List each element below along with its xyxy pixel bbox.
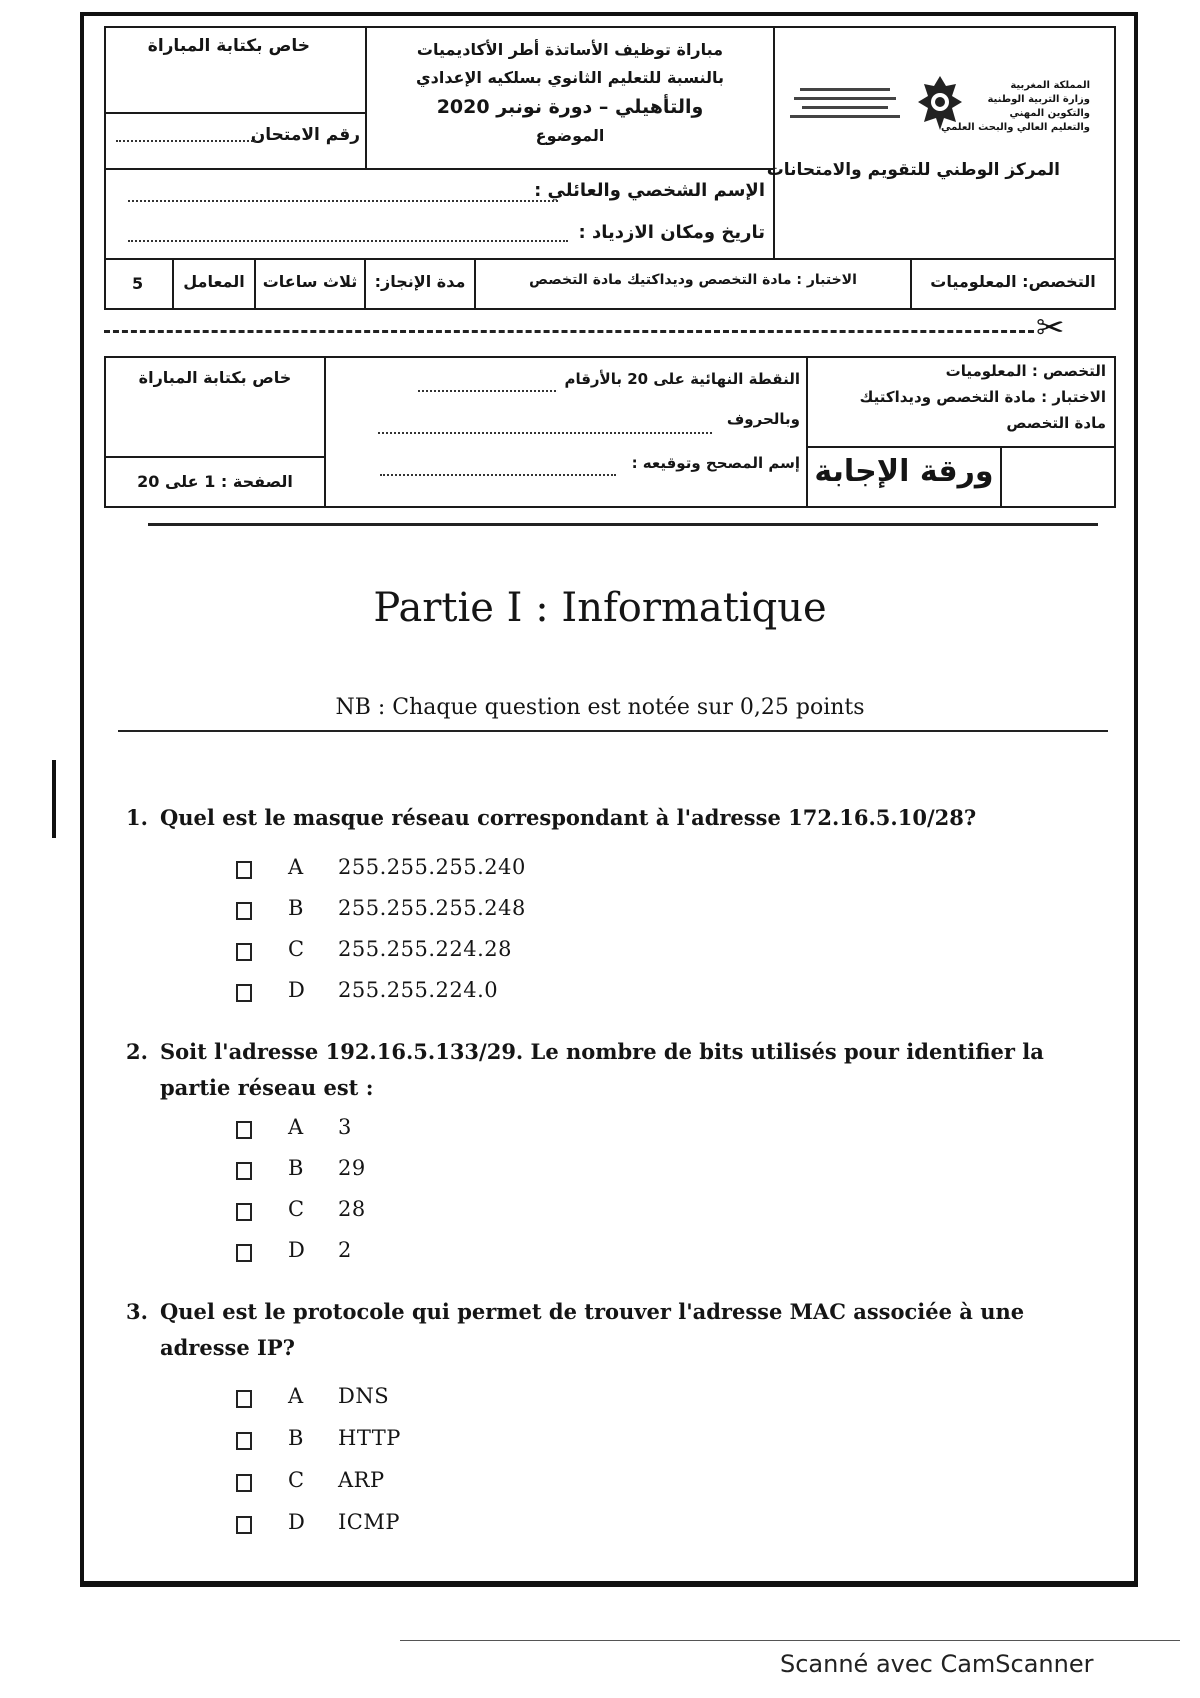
test-label: الاختبار : مادة التخصص وديداكتيك مادة التخصص: [529, 272, 857, 288]
camscanner-footer: Scanné avec CamScanner: [780, 1650, 1094, 1678]
scissors-icon: ✂: [1036, 308, 1065, 348]
name-dots: [128, 200, 558, 202]
option-value: 255.255.255.248: [338, 896, 526, 920]
corrector-dots: [380, 474, 616, 476]
option-value: 255.255.255.240: [338, 855, 526, 879]
birth-dots: [128, 240, 568, 242]
option-letter: B: [288, 896, 304, 920]
answer-test-line-1: الاختبار : مادة التخصص وديداكتيك: [859, 388, 1106, 406]
option-letter: A: [288, 1115, 304, 1139]
answer-reserved-label: خاص بكتابة المباراة: [138, 368, 292, 387]
option-value: 3: [338, 1115, 352, 1139]
option-letter: C: [288, 1468, 305, 1492]
contest-line-3: والتأهيلي – دورة نونبر 2020: [436, 96, 704, 118]
checkbox[interactable]: [236, 943, 252, 961]
contest-line-1: مباراة توظيف الأساتذة أطر الأكاديميات: [416, 40, 724, 59]
answer-page-label: الصفحة : 1 على 20: [137, 472, 293, 491]
checkbox[interactable]: [236, 1244, 252, 1262]
question-1: [126, 800, 1096, 836]
corrector-label: إسم المصحح وتوقيعه :: [631, 454, 800, 472]
header-separator: [148, 523, 1098, 526]
exam-number-dots: [116, 140, 256, 142]
question-number: 3.: [126, 1299, 148, 1324]
ministry-line-4: والتعليم العالي والبحث العلمي: [940, 122, 1090, 133]
answer-sheet-title: ورقة الإجابة: [814, 454, 994, 489]
reserved-top-label: خاص بكتابة المباراة: [147, 36, 310, 56]
option-value: 2: [338, 1238, 352, 1262]
checkbox[interactable]: [236, 1203, 252, 1221]
question-text: Soit l'adresse 192.16.5.133/29. Le nombre de bits utilisés pour identifier la partie réseau est :: [160, 1039, 1044, 1100]
checkbox[interactable]: [236, 1390, 252, 1408]
contest-line-4: الموضوع: [535, 126, 605, 145]
option-value: ICMP: [338, 1510, 400, 1534]
national-center-label: المركز الوطني للتقويم والامتحانات: [766, 160, 1060, 180]
emblem-icon: [912, 72, 968, 134]
footer-rule: [400, 1640, 1180, 1641]
option-value: 255.255.224.0: [338, 978, 499, 1002]
option-letter: C: [288, 937, 305, 961]
contest-line-2: بالنسبة للتعليم الثانوي بسلكيه الإعدادي: [415, 68, 725, 87]
ministry-latin-lines: [790, 82, 900, 124]
question-text: Quel est le masque réseau correspondant à l'adresse 172.16.5.10/28?: [160, 805, 977, 830]
option-value: DNS: [338, 1384, 390, 1408]
ministry-line-3: والتكوين المهني: [1009, 108, 1090, 119]
grade-letters-label: وبالحروف: [726, 410, 800, 428]
checkbox[interactable]: [236, 1432, 252, 1450]
option-value: 255.255.224.28: [338, 937, 512, 961]
option-value: HTTP: [338, 1426, 401, 1450]
option-value: 29: [338, 1156, 366, 1180]
duration-label: مدة الإنجاز:: [374, 272, 466, 291]
exam-number-label: رقم الامتحان: [250, 125, 360, 145]
question-text: Quel est le protocole qui permet de trouver l'adresse MAC associée à une adresse IP?: [160, 1299, 1025, 1360]
checkbox[interactable]: [236, 1474, 252, 1492]
option-letter: A: [288, 1384, 304, 1408]
option-letter: B: [288, 1156, 304, 1180]
duration-value: ثلاث ساعات: [262, 272, 358, 291]
option-value: 28: [338, 1197, 366, 1221]
checkbox[interactable]: [236, 1121, 252, 1139]
ministry-line-1: المملكة المغربية: [1010, 80, 1090, 91]
option-letter: A: [288, 855, 304, 879]
option-letter: B: [288, 1426, 304, 1450]
question-2: [126, 1034, 1096, 1106]
ministry-line-2: وزارة التربية الوطنية: [987, 94, 1090, 105]
answer-speciality-label: التخصص : المعلوميات: [945, 362, 1106, 380]
margin-mark: [52, 760, 56, 838]
option-letter: D: [288, 978, 305, 1002]
coef-value: 5: [132, 274, 144, 293]
checkbox[interactable]: [236, 902, 252, 920]
birth-label: تاريخ ومكان الازدياد :: [578, 222, 765, 243]
answer-test-line-2: مادة التخصص: [1006, 414, 1106, 432]
coef-label: المعامل: [183, 272, 245, 291]
checkbox[interactable]: [236, 984, 252, 1002]
checkbox[interactable]: [236, 1516, 252, 1534]
speciality-label: التخصص: المعلوميات: [930, 272, 1096, 291]
grade-letters-dots: [378, 432, 712, 434]
checkbox[interactable]: [236, 861, 252, 879]
question-number: 2.: [126, 1039, 148, 1064]
checkbox[interactable]: [236, 1162, 252, 1180]
option-letter: D: [288, 1510, 305, 1534]
question-3: [126, 1294, 1096, 1366]
grade-digits-dots: [418, 390, 556, 392]
grade-digits-label: النقطة النهائية على 20 بالأرقام: [564, 370, 800, 388]
cut-line: [104, 330, 1034, 333]
option-value: ARP: [338, 1468, 385, 1492]
part-title: Partie I : Informatique: [373, 585, 827, 631]
points-note: NB : Chaque question est notée sur 0,25 points: [335, 695, 865, 720]
name-label: الإسم الشخصي والعائلي :: [534, 180, 765, 201]
question-number: 1.: [126, 805, 148, 830]
option-letter: D: [288, 1238, 305, 1262]
note-underline: [118, 730, 1108, 732]
option-letter: C: [288, 1197, 305, 1221]
